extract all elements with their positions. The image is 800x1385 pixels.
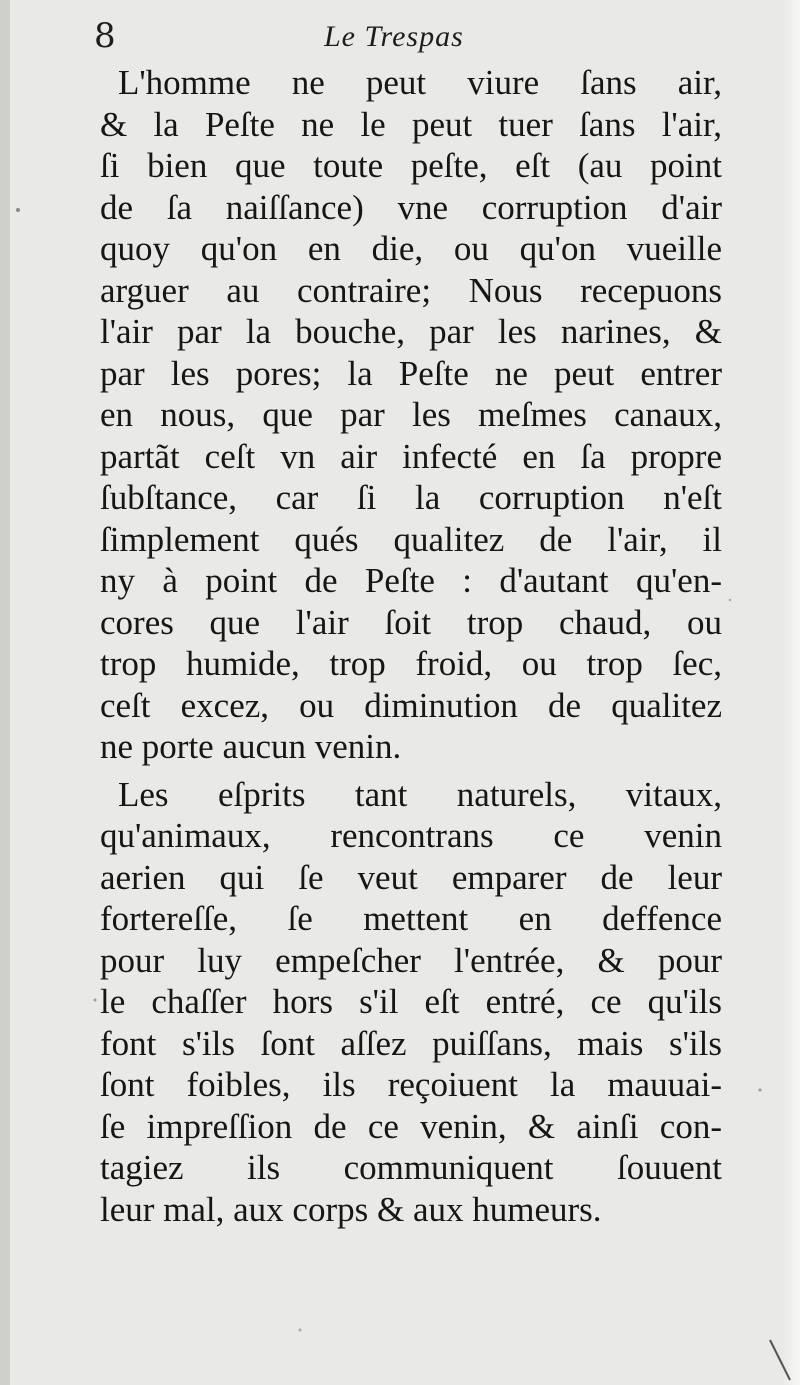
text-line: qu'animaux, rencontrans ce venin: [100, 816, 722, 855]
text-line: trop humide, trop froid, ou trop ſec,: [100, 644, 722, 683]
text-line: partãt ceſt vn air infecté en ſa propre: [100, 436, 722, 476]
text-line: fortereſſe, ſe mettent en deffence: [100, 899, 722, 938]
text-line: ſont foibles, ils reçoiuent la mauuai-: [100, 1065, 722, 1104]
text-line: ſubſtance, car ſi la corruption n'eſt: [100, 478, 722, 517]
text-line: ſe impreſſion de ce venin, & ainſi con-: [100, 1106, 722, 1146]
text-line: l'air par la bouche, par les narines, &: [100, 312, 722, 351]
running-head: [90, 10, 740, 60]
text-line: quoy qu'on en die, ou qu'on vueille: [100, 229, 722, 268]
text-line: leur mal, aux corps & aux humeurs.: [100, 1189, 602, 1229]
text-line: L'homme ne peut viure ſans air,: [118, 63, 722, 102]
running-title: Le Trespas: [324, 20, 464, 53]
text-line: cores que l'air ſoit trop chaud, ou: [100, 602, 722, 642]
text-line: ne porte aucun venin.: [100, 727, 402, 766]
page-left-edge: [0, 0, 10, 1385]
text-line: arguer au contraire; Nous recepuons: [100, 270, 722, 310]
text-line: font s'ils ſont aſſez puiſſans, mais s'ils: [100, 1023, 722, 1063]
text-line: ſi bien que toute peſte, eſt (au point: [100, 146, 722, 185]
page-number: 8: [94, 16, 116, 56]
text-line: le chaſſer hors s'il eſt entré, ce qu'ils: [100, 982, 722, 1021]
page-right-edge: [782, 0, 800, 1385]
body-text: [100, 62, 722, 1230]
text-line: ſimplement qués qualitez de l'air, il: [100, 519, 722, 559]
text-line: pour luy empeſcher l'entrée, & pour: [100, 940, 722, 980]
text-line: de ſa naiſſance) vne corruption d'air: [100, 187, 722, 227]
paragraph-2: [100, 774, 722, 1231]
paragraph-1: [100, 62, 722, 768]
text-line: Les eſprits tant naturels, vitaux,: [118, 774, 722, 814]
text-line: ny à point de Peſte : d'autant qu'en-: [100, 561, 722, 600]
text-line: ceſt excez, ou diminution de qualitez: [100, 685, 722, 725]
text-line: par les pores; la Peſte ne peut entrer: [100, 353, 722, 393]
text-line: tagiez ils communiquent ſouuent: [100, 1148, 722, 1187]
text-line: en nous, que par les meſmes canaux,: [100, 395, 722, 434]
text-line: & la Peſte ne le peut tuer ſans l'air,: [100, 104, 722, 144]
text-line: aerien qui ſe veut emparer de leur: [100, 857, 722, 897]
